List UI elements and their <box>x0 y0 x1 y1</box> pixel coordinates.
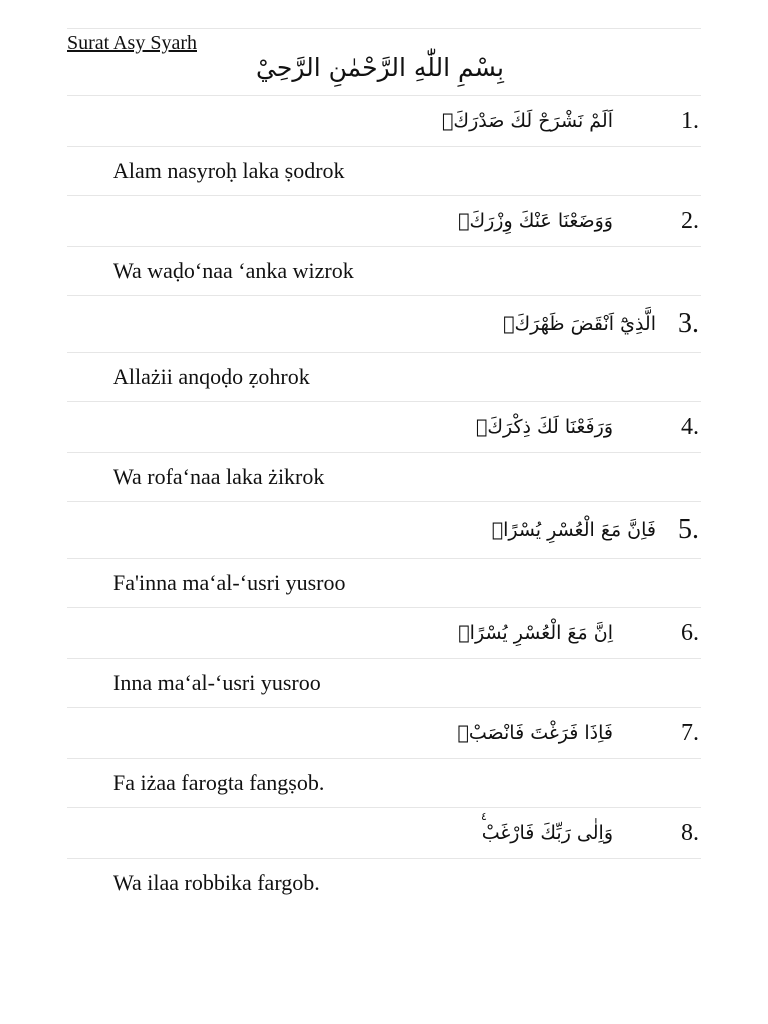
arabic-row <box>67 195 701 247</box>
latin-transliteration: Fa iżaa farogta fangṣob. <box>113 770 325 795</box>
document-page <box>67 28 701 907</box>
ayah-number: 4. <box>681 413 699 440</box>
arabic-text: فَاِنَّ مَعَ الْعُسْرِ يُسْرًاۙ <box>491 519 656 541</box>
verse-5 <box>67 501 701 607</box>
document-title: Surat Asy Syarh <box>67 32 197 54</box>
arabic-text: الَّذِيْٓ اَنْقَضَ ظَهْرَكَۙ <box>503 313 656 335</box>
basmala: بِسْمِ اللّٰهِ الرَّحْمٰنِ الرَّحِيْ <box>256 53 504 82</box>
latin-transliteration: Fa'inna ma‘al-‘usri yusroo <box>113 570 346 595</box>
arabic-text: اَلَمْ نَشْرَحْ لَكَ صَدْرَكَۙ <box>442 110 613 132</box>
arabic-row <box>67 807 701 859</box>
ayah-number: 6. <box>681 619 699 646</box>
latin-transliteration: Allażii anqoḍo ẓohrok <box>113 364 310 389</box>
ayah-number: 3. <box>678 308 699 339</box>
latin-transliteration: Wa rofa‘naa laka żikrok <box>113 464 325 489</box>
top-divider <box>67 28 701 29</box>
arabic-text: وَوَضَعْنَا عَنْكَ وِزْرَكَۙ <box>458 210 613 232</box>
verse-3 <box>67 295 701 401</box>
verse-2 <box>67 195 701 295</box>
ayah-number: 8. <box>681 819 699 846</box>
arabic-row <box>67 607 701 659</box>
arabic-text: فَاِذَا فَرَغْتَ فَانْصَبْۙ <box>457 722 613 744</box>
arabic-row <box>67 401 701 453</box>
arabic-row <box>67 501 701 559</box>
arabic-row <box>67 295 701 353</box>
verse-7 <box>67 707 701 807</box>
verse-4 <box>67 401 701 501</box>
verse-8 <box>67 807 701 907</box>
verse-1 <box>67 95 701 195</box>
arabic-text: وَاِلٰى رَبِّكَ فَارْغَبْ <box>481 822 613 844</box>
latin-transliteration: Inna ma‘al-‘usri yusroo <box>113 670 321 695</box>
latin-transliteration: Wa ilaa robbika fargob. <box>113 870 320 895</box>
arabic-text: وَرَفَعْنَا لَكَ ذِكْرَكَۗ <box>475 416 613 438</box>
ayah-number: 7. <box>681 719 699 746</box>
ayah-number: 2. <box>681 207 699 234</box>
latin-transliteration: Wa waḍo‘naa ‘anka wizrok <box>113 258 354 283</box>
ayah-number: 1. <box>681 107 699 134</box>
verse-6 <box>67 607 701 707</box>
arabic-text: اِنَّ مَعَ الْعُسْرِ يُسْرًاۗ <box>458 622 613 644</box>
ayah-number: 5. <box>678 514 699 545</box>
verse-end-mark: ٤ <box>481 810 487 823</box>
arabic-row <box>67 95 701 147</box>
arabic-row <box>67 707 701 759</box>
latin-transliteration: Alam nasyroḥ laka ṣodrok <box>113 158 345 183</box>
